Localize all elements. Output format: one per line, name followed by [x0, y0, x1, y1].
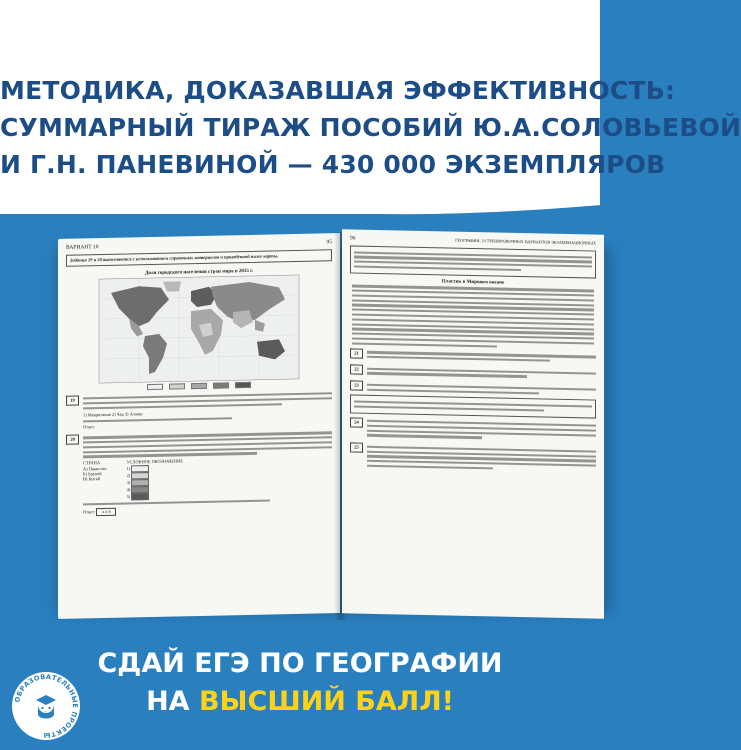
section-title: Пластик в Мировом океане [441, 279, 505, 286]
headline [0, 72, 741, 183]
answer-cells: А Б В [96, 508, 116, 516]
question-19-options: 1) Мавритания 2) Чад 3) Алжир [83, 410, 143, 417]
question-20-answer-label: Ответ: [83, 509, 96, 515]
question-19-number: 19 [66, 395, 79, 405]
country-a: А) Пакистан [83, 465, 107, 472]
page-number-right: 96 [350, 235, 356, 242]
instruction-box: Задания 19 и 20 выполняются с использованием справочных материалов и приведённой ниже карты. [66, 249, 332, 266]
symbol-2: 2) [126, 472, 131, 478]
question-25-number: 25 [350, 443, 363, 453]
question-24 [350, 417, 596, 444]
logo-text: ОБРАЗОВАТЕЛЬНЫЕ ПРОЕКТЫ [13, 672, 80, 740]
question-24-number: 24 [350, 417, 363, 427]
symbol-3: 3) [126, 479, 131, 485]
right-instruction-box-2 [350, 395, 596, 418]
book-running-title: ГЕОГРАФИЯ: 20 ТРЕНИРОВОЧНЫХ ВАРИАНТОВ ЭКЗАМЕНАЦИОННЫХ [455, 237, 596, 246]
publisher-logo [10, 670, 82, 742]
headline-line-1: МЕТОДИКА, ДОКАЗАВШАЯ ЭФФЕКТИВНОСТЬ: [0, 76, 676, 105]
symbol-5: 5) [126, 493, 131, 499]
question-19 [66, 390, 332, 431]
question-25 [350, 443, 596, 475]
symbol-1: 1) [126, 465, 131, 471]
symbol-header: УСЛОВНОЕ ОБОЗНАЧЕНИЕ [126, 458, 183, 465]
open-book-photo [0, 222, 600, 640]
page-number-left: 95 [326, 239, 332, 246]
question-20-number: 20 [66, 434, 79, 444]
cta-prefix: НА [146, 686, 199, 717]
question-22-number: 22 [350, 364, 363, 374]
map-title: Доля городского населения стран мира в 2015 г. [144, 268, 254, 276]
headline-line-2: СУММАРНЫЙ ТИРАЖ ПОСОБИЙ Ю.А.СОЛОВЬЕВОЙ [0, 113, 741, 142]
country-header: СТРАНА [83, 460, 101, 466]
headline-line-3: И Г.Н. ПАНЕВИНОЙ — 430 000 ЭКЗЕМПЛЯРОВ [0, 150, 666, 179]
world-urban-population-map [99, 274, 299, 382]
country-b: Б) Бруней [83, 471, 102, 477]
cta-highlight: ВЫСШИЙ БАЛЛ! [198, 686, 454, 717]
question-20 [66, 429, 332, 517]
symbol-4: 4) [126, 486, 131, 492]
variant-label: ВАРИАНТ 10 [66, 244, 99, 251]
question-19-answer-label: Ответ: [83, 424, 96, 430]
right-instruction-box [350, 245, 596, 278]
question-22 [350, 364, 596, 381]
country-c: В) Китай [83, 476, 101, 482]
question-21 [350, 348, 596, 365]
cta-line-2 [0, 686, 600, 717]
cta-line-1: СДАЙ ЕГЭ ПО ГЕОГРАФИИ [97, 648, 503, 679]
question-23-number: 23 [350, 381, 363, 391]
right-page [342, 229, 604, 618]
question-21-number: 21 [350, 348, 363, 358]
left-page [58, 233, 340, 619]
